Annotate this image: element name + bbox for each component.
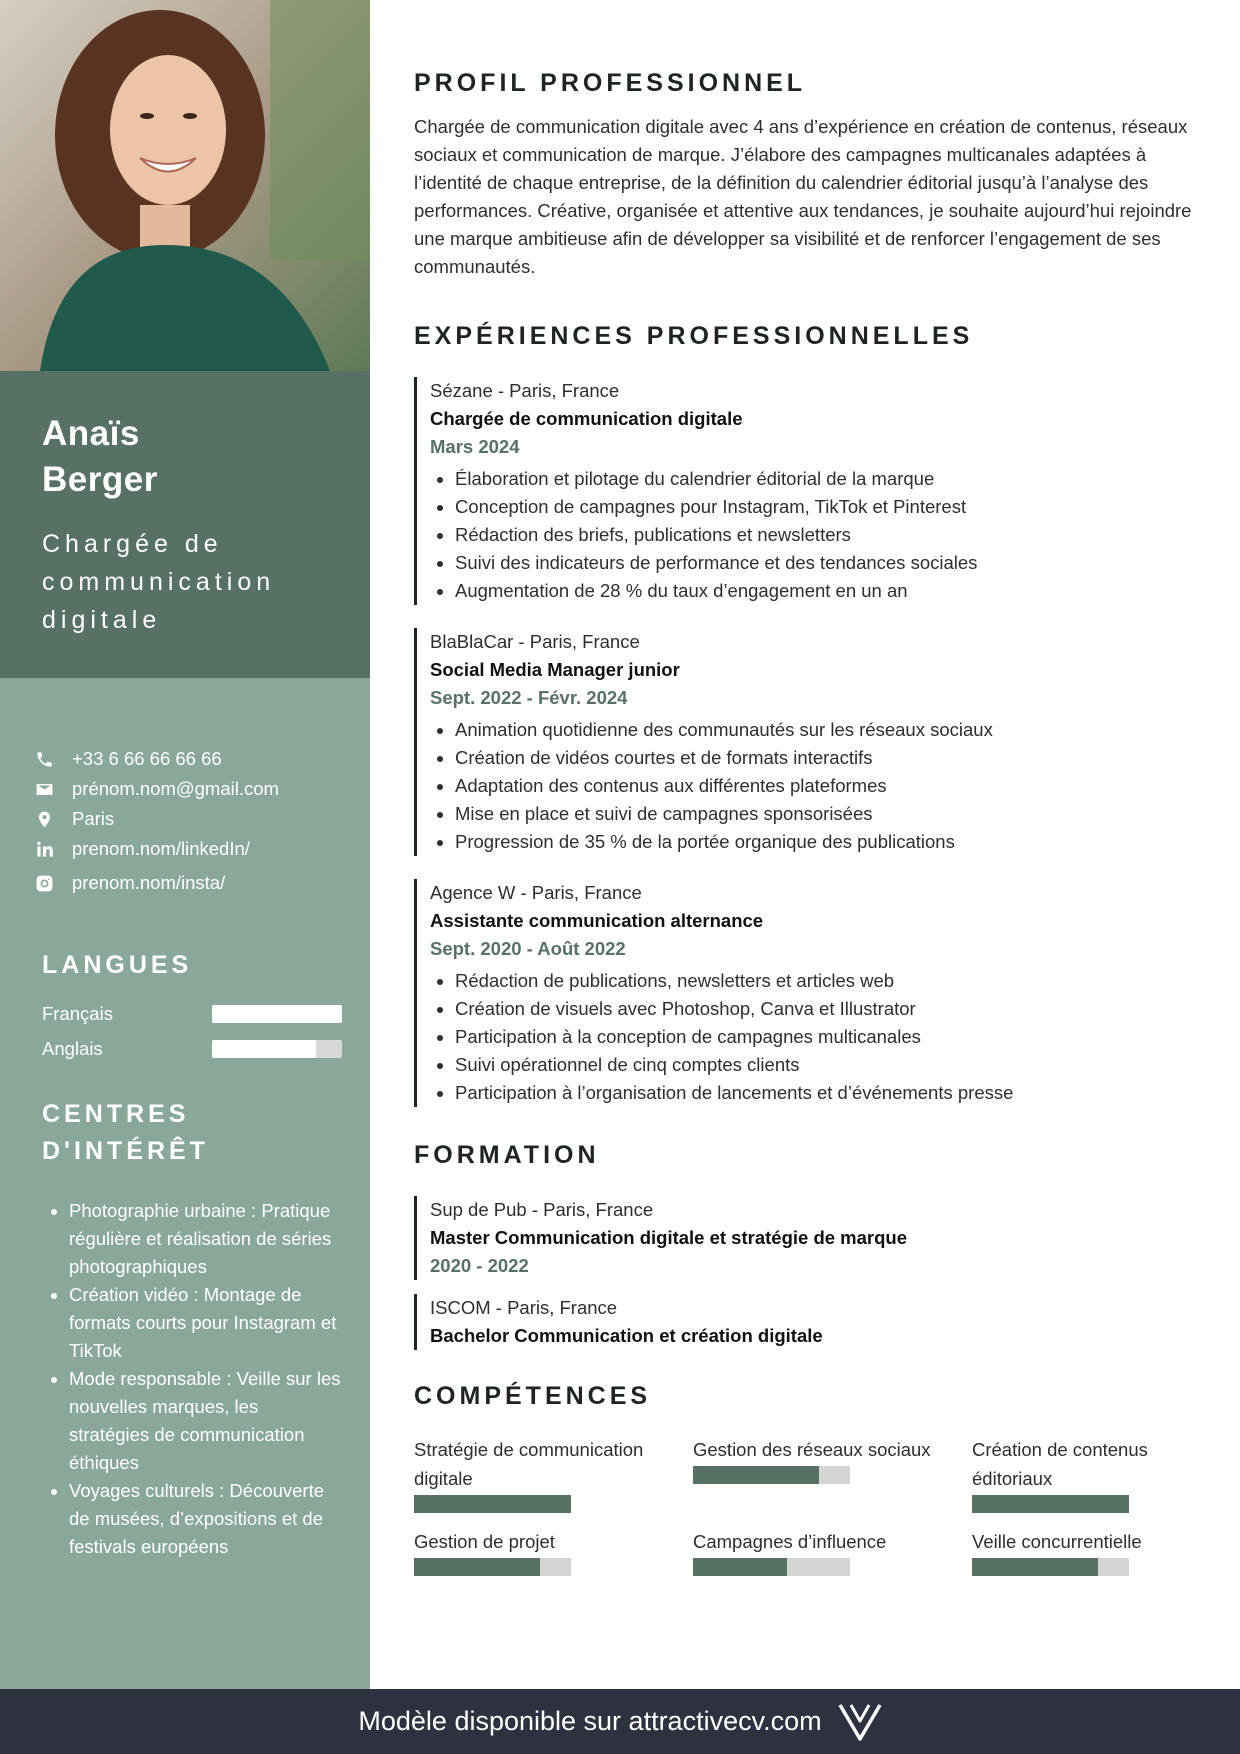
education-heading: FORMATION <box>414 1141 600 1169</box>
list-item: • Création de visuels avec Photoshop, Canva et Illustrator <box>455 995 1204 1023</box>
experience-bullets <box>430 716 1204 856</box>
skill-item <box>972 1435 1204 1513</box>
experience-section <box>414 319 1204 1107</box>
list-item: • Mode responsable : Veille sur les nouvelles marques, les stratégies de communication éthiques <box>69 1365 342 1477</box>
skill-label: Campagnes d’influence <box>693 1531 887 1552</box>
contact-list <box>34 744 364 898</box>
contact-linkedin <box>34 834 364 864</box>
education-school: ISCOM - Paris, France <box>430 1297 618 1318</box>
experience-dates: Sept. 2020 - Août 2022 <box>430 938 626 959</box>
experience-dates: Sept. 2022 - Févr. 2024 <box>430 687 628 708</box>
skills-grid <box>414 1435 1204 1576</box>
list-item: • Création vidéo : Montage de formats courts pour Instagram et TikTok <box>69 1281 342 1365</box>
last-name: Berger <box>42 460 158 499</box>
languages-section <box>42 947 342 1066</box>
education-degree: Master Communication digitale et stratégie de marque <box>430 1227 907 1248</box>
language-row <box>42 1031 342 1066</box>
experience-entry <box>414 628 1204 856</box>
skill-label: Gestion de projet <box>414 1531 555 1552</box>
language-name: Français <box>42 1002 113 1024</box>
education-entry <box>414 1196 1204 1280</box>
list-item: • Participation à la conception de campagnes multicanales <box>455 1023 1204 1051</box>
experience-company: BlaBlaCar - Paris, France <box>430 631 640 652</box>
profile-section <box>414 66 1204 281</box>
skill-item <box>414 1435 693 1513</box>
list-item: • Adaptation des contenus aux différentes plateformes <box>455 772 1204 800</box>
experience-bullets <box>430 465 1204 605</box>
name-block <box>0 371 370 678</box>
skill-level-bar <box>414 1495 571 1513</box>
experience-role: Social Media Manager junior <box>430 659 680 680</box>
education-section <box>414 1138 1204 1350</box>
experience-heading: EXPÉRIENCES PROFESSIONNELLES <box>414 322 974 350</box>
language-level-bar <box>212 1005 342 1023</box>
linkedin-icon <box>34 839 54 859</box>
education-degree: Bachelor Communication et création digitale <box>430 1325 823 1346</box>
contact-instagram <box>34 868 364 898</box>
list-item: • Rédaction de publications, newsletters et articles web <box>455 967 1204 995</box>
experience-entry <box>414 377 1204 605</box>
footer-text[interactable]: Modèle disponible sur attractivecv.com <box>358 1706 822 1736</box>
skills-section <box>414 1379 1204 1576</box>
skill-label: Stratégie de communication digitale <box>414 1439 644 1489</box>
list-item: • Élaboration et pilotage du calendrier éditorial de la marque <box>455 465 1204 493</box>
location-pin-icon <box>34 809 54 829</box>
location-text: Paris <box>72 808 115 829</box>
language-row <box>42 996 342 1031</box>
list-item: • Voyages culturels : Découverte de musées, d’expositions et de festivals européens <box>69 1477 342 1561</box>
languages-heading: LANGUES <box>42 951 193 979</box>
list-item: • Suivi des indicateurs de performance et des tendances sociales <box>455 549 1204 577</box>
profile-photo <box>0 0 370 371</box>
attractivecv-logo-icon <box>838 1702 882 1742</box>
skill-label: Gestion des réseaux sociaux <box>693 1439 931 1460</box>
skill-item <box>693 1527 972 1576</box>
footer-banner[interactable] <box>0 1689 1240 1754</box>
experience-entry <box>414 879 1204 1107</box>
experience-dates: Mars 2024 <box>430 436 520 457</box>
experience-role: Chargée de communication digitale <box>430 408 743 429</box>
phone-text[interactable]: +33 6 66 66 66 66 <box>72 748 222 769</box>
interests-list <box>42 1197 342 1561</box>
language-name: Anglais <box>42 1037 103 1059</box>
instagram-icon <box>34 873 54 893</box>
phone-icon <box>34 749 54 769</box>
skill-level-bar <box>414 1558 571 1576</box>
skill-item <box>414 1527 693 1576</box>
profile-text: Chargée de communication digitale avec 4 ans d’expérience en création de contenus, réseaux sociaux et communication de marque. J’élabore des campagnes multicanales adaptées à l’identité de chaque entreprise, de la définition du calendrier éditorial jusqu’à l’analyse des performances. Créative, organisée et attentive aux tendances, je souhaite aujourd’hui rejoindre une marque ambitieuse afin de développer sa visibilité et de renforcer l’engagement de ses communautés. <box>414 116 1192 277</box>
first-name: Anaïs <box>42 414 140 453</box>
skill-label: Veille concurrentielle <box>972 1531 1142 1552</box>
list-item: • Augmentation de 28 % du taux d’engagement en un an <box>455 577 1204 605</box>
education-dates: 2020 - 2022 <box>430 1255 529 1276</box>
profile-heading: PROFIL PROFESSIONNEL <box>414 69 807 97</box>
mail-icon <box>34 779 54 799</box>
contact-email <box>34 774 364 804</box>
experience-company: Sézane - Paris, France <box>430 380 620 401</box>
education-school: Sup de Pub - Paris, France <box>430 1199 654 1220</box>
email-text[interactable]: prénom.nom@gmail.com <box>72 778 279 799</box>
skill-item <box>972 1527 1204 1576</box>
experience-bullets <box>430 967 1204 1107</box>
list-item: • Mise en place et suivi de campagnes sponsorisées <box>455 800 1204 828</box>
job-title: Chargée de communication digitale <box>42 530 276 634</box>
experience-role: Assistante communication alternance <box>430 910 764 931</box>
skill-level-bar <box>972 1558 1129 1576</box>
education-entry <box>414 1294 1204 1350</box>
skill-level-bar <box>693 1466 850 1484</box>
language-level-bar <box>212 1040 342 1058</box>
list-item: • Rédaction des briefs, publications et newsletters <box>455 521 1204 549</box>
interests-heading: CENTRES D'INTÉRÊT <box>42 1100 209 1165</box>
skill-item <box>693 1435 972 1513</box>
skills-heading: COMPÉTENCES <box>414 1382 652 1410</box>
skill-level-bar <box>693 1558 850 1576</box>
contact-location <box>34 804 364 834</box>
list-item: • Création de vidéos courtes et de formats interactifs <box>455 744 1204 772</box>
instagram-text[interactable]: prenom.nom/insta/ <box>72 872 226 893</box>
experience-company: Agence W - Paris, France <box>430 882 642 903</box>
linkedin-text[interactable]: prenom.nom/linkedIn/ <box>72 838 250 859</box>
sidebar <box>0 0 370 1689</box>
contact-phone <box>34 744 364 774</box>
skill-level-bar <box>972 1495 1129 1513</box>
list-item: • Conception de campagnes pour Instagram, TikTok et Pinterest <box>455 493 1204 521</box>
list-item: • Suivi opérationnel de cinq comptes clients <box>455 1051 1204 1079</box>
list-item: • Photographie urbaine : Pratique régulière et réalisation de séries photographiques <box>69 1197 342 1281</box>
list-item: • Participation à l’organisation de lancements et d’événements presse <box>455 1079 1204 1107</box>
list-item: • Progression de 35 % de la portée organique des publications <box>455 828 1204 856</box>
interests-section <box>42 1096 342 1561</box>
skill-label: Création de contenus éditoriaux <box>972 1439 1148 1489</box>
list-item: • Animation quotidienne des communautés sur les réseaux sociaux <box>455 716 1204 744</box>
